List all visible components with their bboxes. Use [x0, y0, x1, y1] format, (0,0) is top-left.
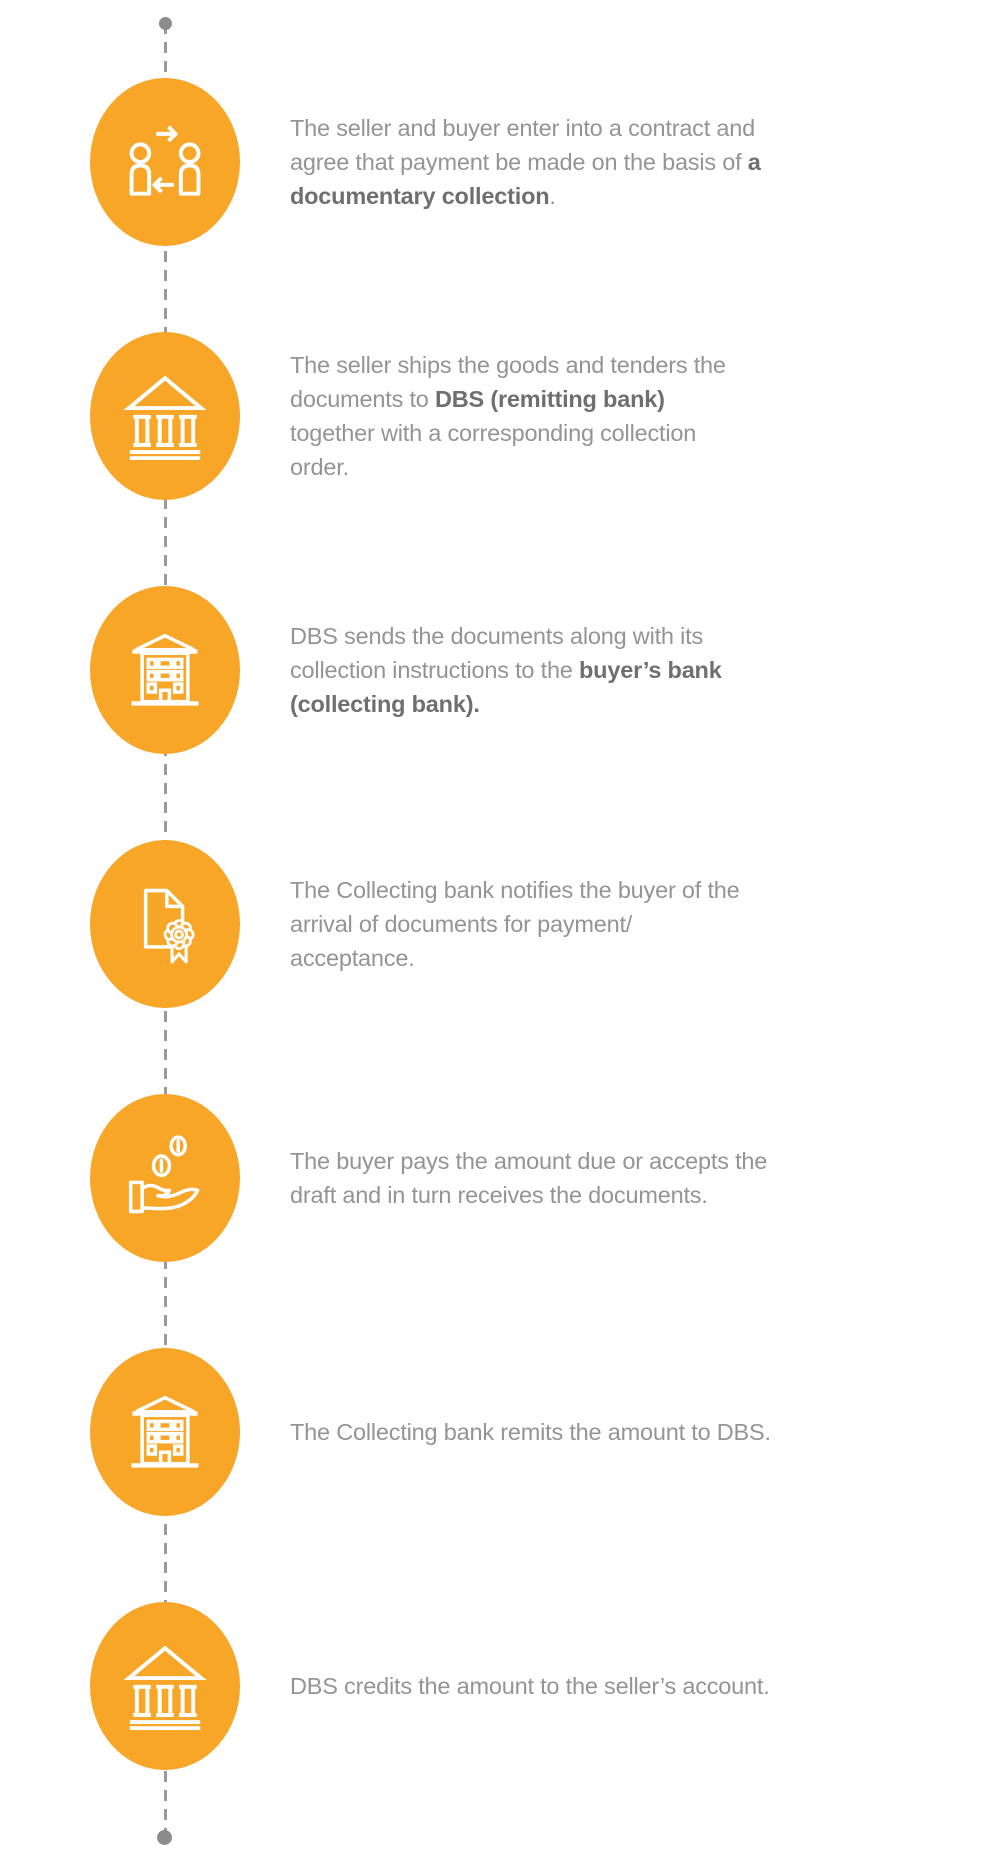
step-badge	[90, 1094, 240, 1262]
step-description	[290, 332, 970, 500]
step-text-line: collection instructions to the buyer’s bank	[290, 657, 722, 683]
step-badge	[90, 332, 240, 500]
step-badge	[90, 840, 240, 1008]
step-description	[290, 1094, 970, 1262]
step-description	[290, 78, 970, 246]
timeline-step	[0, 1348, 1000, 1516]
timeline-step	[0, 586, 1000, 754]
step-text-line: The Collecting bank notifies the buyer of the	[290, 877, 740, 903]
step-badge	[90, 1602, 240, 1770]
bank-building-icon	[121, 1642, 209, 1730]
step-text-line: agree that payment be made on the basis of a	[290, 149, 761, 175]
step-text-line: arrival of documents for payment/	[290, 911, 633, 937]
step-text-line: together with a corresponding collection	[290, 420, 697, 446]
step-text-line: DBS sends the documents along with its	[290, 623, 704, 649]
step-text-line: order.	[290, 454, 349, 480]
step-badge	[90, 1348, 240, 1516]
timeline-step	[0, 78, 1000, 246]
timeline-step	[0, 1094, 1000, 1262]
step-text-line: (collecting bank).	[290, 691, 480, 717]
timeline-start-dot	[159, 17, 172, 30]
step-description	[290, 840, 970, 1008]
timeline-step	[0, 332, 1000, 500]
timeline-end-dot	[157, 1830, 172, 1845]
step-text-line: The buyer pays the amount due or accepts the	[290, 1148, 768, 1174]
step-text-line: DBS credits the amount to the seller’s account.	[290, 1673, 770, 1699]
bank-building-icon	[121, 372, 209, 460]
timeline-step	[0, 1602, 1000, 1770]
step-text-line: documentary collection.	[290, 183, 556, 209]
step-description	[290, 1348, 970, 1516]
office-building-icon	[121, 1388, 209, 1476]
step-badge	[90, 78, 240, 246]
step-description	[290, 1602, 970, 1770]
step-badge	[90, 586, 240, 754]
office-building-icon	[121, 626, 209, 714]
timeline-step	[0, 840, 1000, 1008]
step-text-line: The seller ships the goods and tenders the	[290, 352, 726, 378]
step-text-line: The seller and buyer enter into a contract and	[290, 115, 755, 141]
step-text-line: documents to DBS (remitting bank)	[290, 386, 665, 412]
hand-coins-icon	[121, 1134, 209, 1222]
step-text-line: draft and in turn receives the documents.	[290, 1182, 708, 1208]
document-seal-icon	[121, 880, 209, 968]
step-text-line: The Collecting bank remits the amount to DBS.	[290, 1419, 771, 1445]
step-text-line: acceptance.	[290, 945, 415, 971]
people-exchange-icon	[121, 118, 209, 206]
step-description	[290, 586, 970, 754]
